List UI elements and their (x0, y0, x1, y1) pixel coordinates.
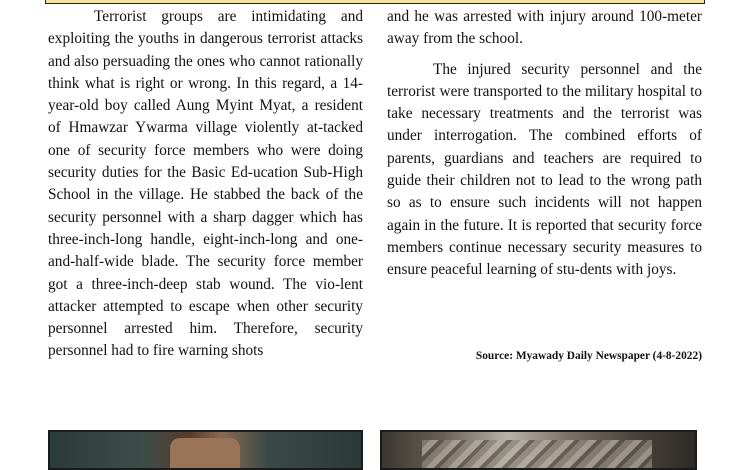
left-column (48, 6, 363, 363)
paragraph-hospital: The injured security personnel and the terrorist were transported to the military hospital to take necessary treatments and the terrorist was under interrogation. The combined efforts of parents, guardians and teachers are required to guide their children not to lead to the wrong path so as to ensure such incidents will not happen again in the future. It is reported that security force members continue necessary security measures to ensure peaceful learning of stu-dents with joys. (387, 60, 702, 279)
paragraph-intro (48, 6, 363, 363)
right-column (387, 6, 702, 282)
photo-right-subject (422, 440, 652, 470)
paragraph-intro-first-line: Terrorist groups are intimidating and (94, 8, 363, 25)
paragraph-arrest-tail: and he was arrested with injury around 100-meter away from the school. (387, 8, 702, 48)
header-rule (45, 0, 705, 4)
photo-left-subject (170, 438, 240, 470)
photo-left (48, 430, 363, 470)
source-credit: Source: Myawady Daily Newspaper (4-8-2022) (475, 350, 702, 362)
photo-right (380, 430, 697, 470)
paragraph-intro-body: exploiting the youths in dangerous terrorist attacks and also persuading the ones who cannot rationally think what is right or wrong. In this regard, a 14-year-old boy called Aung Myint Myat, a resident of Hmawzar Ywarma village violently at-tacked one of security force members who were doing security duties for the Basic Ed-ucation Sub-High School in the village. He stabbed the back of the security personnel with a sharp dagger which has three-inch-long handle, eight-inch-long and one-and-half-wide blade. The security force member got a three-inch-deep stab wound. The vio-lent attacker attempted to escape when other security personnel arrested him. Therefore, security personnel had to fire warning shots (48, 30, 363, 360)
